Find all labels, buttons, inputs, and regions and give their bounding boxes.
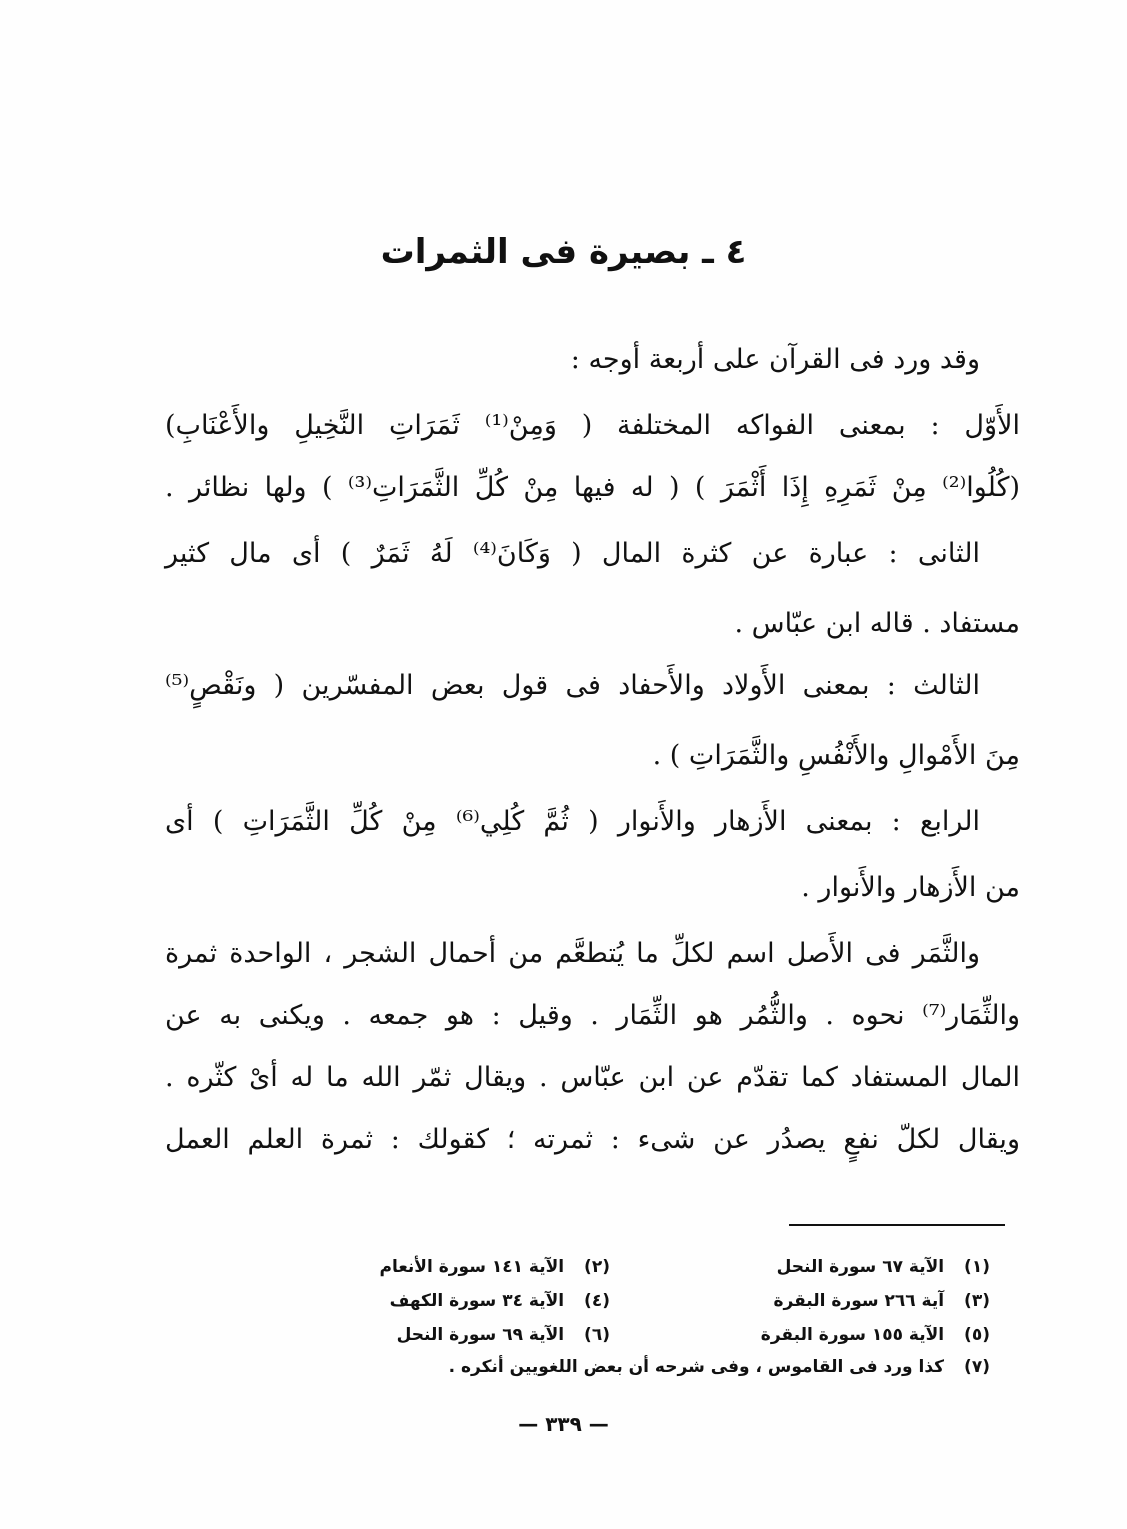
footnote-text: الآية ٣٤ سورة الكهف xyxy=(389,1291,565,1311)
text-line: والثَّمَر فى الأَصل اسم لكلِّ ما يُتطعَّم من أحمال الشجر ، الواحدة ثمرة xyxy=(165,938,980,969)
text-line: مِنَ الأَمْوالِ والأَنْفُسِ والثَّمَرَاتِ ) . xyxy=(652,740,1020,771)
footnote-number: (٦) xyxy=(584,1325,610,1345)
footnote-text: كذا ورد فى القاموس ، وفى شرحه أن بعض اللغويين أنكره . xyxy=(448,1357,945,1377)
footnote-text: الآية ٦٧ سورة النحل xyxy=(776,1257,945,1277)
footnote-item xyxy=(270,1289,610,1313)
footnote-number: (٥) xyxy=(964,1325,990,1345)
footnote-item xyxy=(290,1355,990,1379)
footnote-item xyxy=(650,1323,990,1347)
text-line: الثالث : بمعنى الأَولاد والأَحفاد فى قول بعض المفسّرين ( ونَقْصٍ⁽⁵⁾ xyxy=(165,670,980,701)
text-line: مستفاد . قاله ابن عبّاس . xyxy=(734,608,1020,639)
text-line: الأَوّل : بمعنى الفواكه المختلفة ( وَمِنْ⁽¹⁾ ثَمَرَاتِ النَّخِيلِ والأَعْنَابِ) xyxy=(165,410,1020,441)
footnote-separator xyxy=(789,1224,1005,1226)
footnote-number: (٧) xyxy=(964,1357,990,1377)
footnote-text: الآية ١٤١ سورة الأنعام xyxy=(379,1257,565,1277)
footnote-text: آية ٢٦٦ سورة البقرة xyxy=(773,1291,945,1311)
text-line: من الأَزهار والأَنوار . xyxy=(801,872,1020,903)
text-line: المال المستفاد كما تقدّم عن ابن عبّاس . ويقال ثمّر الله ما له أىْ كثّره . xyxy=(165,1062,1021,1093)
text-line: ويقال لكلّ نفعٍ يصدُر عن شىء : ثمرته ؛ كقولك : ثمرة العلم العمل xyxy=(165,1124,1020,1155)
footnote-number: (١) xyxy=(964,1257,990,1277)
footnote-item xyxy=(270,1255,610,1279)
footnote-text: الآية ١٥٥ سورة البقرة xyxy=(760,1325,945,1345)
section-title: ٤ ـ بصيرة فى الثمرات xyxy=(380,232,747,272)
footnote-item xyxy=(270,1323,610,1347)
text-line: وقد ورد فى القرآن على أربعة أوجه : xyxy=(570,344,980,375)
footnote-number: (٣) xyxy=(964,1291,990,1311)
footnote-text: الآية ٦٩ سورة النحل xyxy=(396,1325,565,1345)
text-line: الرابع : بمعنى الأَزهار والأَنوار ( ثُمَّ كُلِي⁽⁶⁾ مِنْ كُلِّ الثَّمَرَاتِ ) أى xyxy=(165,806,980,837)
page-number: — ٣٣٩ — xyxy=(518,1412,609,1436)
text-line: الثانى : عبارة عن كثرة المال ( وَكَانَ⁽⁴⁾ لَهُ ثَمَرٌ ) أى مال كثير xyxy=(165,538,981,569)
footnote-item xyxy=(650,1255,990,1279)
text-line: والثِّمَار⁽⁷⁾ نحوه . والثُّمُر هو الثِّمَار . وقيل : هو جمعه . ويكنى به عن xyxy=(165,1000,1020,1031)
footnote-number: (٤) xyxy=(584,1291,610,1311)
footnote-number: (٢) xyxy=(584,1257,610,1277)
text-line: (كُلُوا⁽²⁾ مِنْ ثَمَرِهِ إِذَا أَثْمَرَ ) ( له فيها مِنْ كُلِّ الثَّمَرَاتِ⁽³⁾ ) ولها نظائر . xyxy=(165,472,1020,503)
footnote-item xyxy=(650,1289,990,1313)
